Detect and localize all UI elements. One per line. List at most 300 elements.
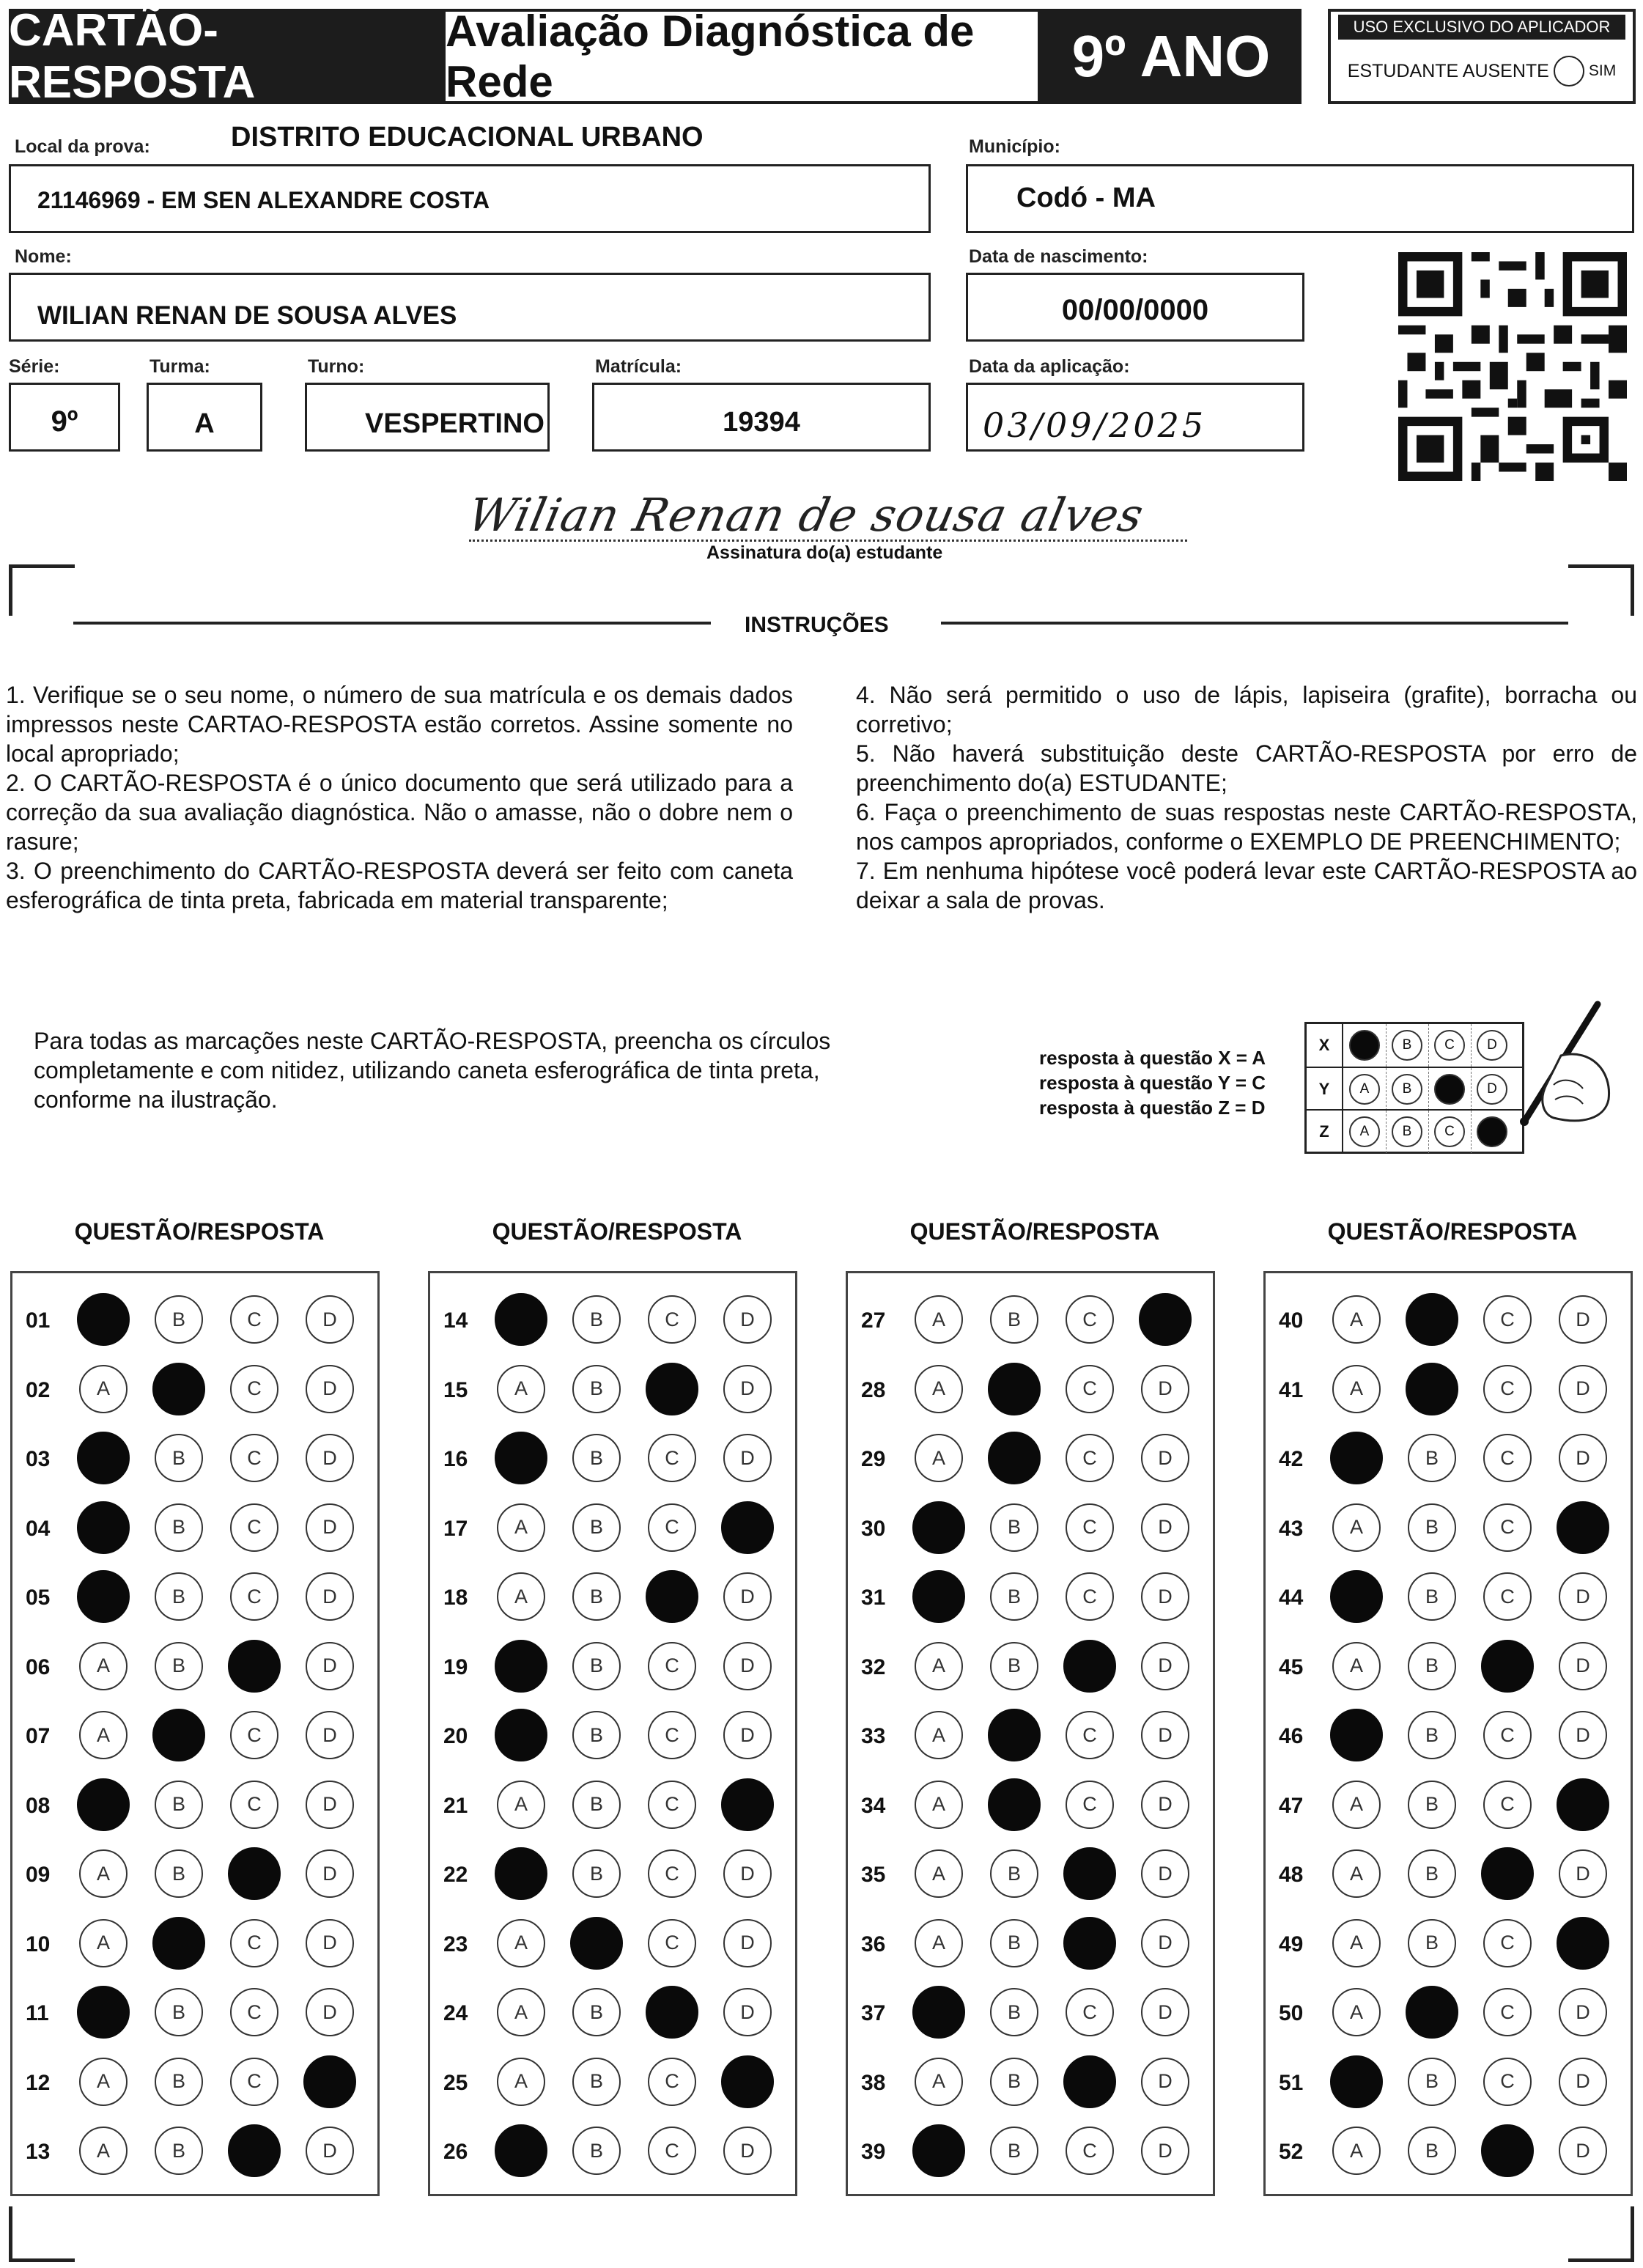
answer-bubble-23-a[interactable]: A [497, 1919, 545, 1967]
answer-bubble-29-c[interactable]: C [1066, 1434, 1114, 1482]
answer-bubble-09-d[interactable]: D [306, 1849, 354, 1898]
answer-bubble-39-d[interactable]: D [1141, 2127, 1189, 2175]
example-cell-divider [1386, 1024, 1387, 1067]
signature-line [469, 540, 1187, 542]
answer-bubble-52-a[interactable]: A [1332, 2127, 1381, 2175]
example-cell-divider [1428, 1111, 1429, 1153]
answer-bubble-35-c[interactable] [1063, 1847, 1116, 1900]
answer-bubble-14-a[interactable] [495, 1293, 547, 1346]
answer-bubble-13-a[interactable]: A [79, 2127, 128, 2175]
answer-bubble-35-a[interactable]: A [915, 1849, 963, 1898]
answer-bubble-23-c[interactable]: C [648, 1919, 696, 1967]
answer-bubble-10-d[interactable]: D [306, 1919, 354, 1967]
answers-header-4: QUESTÃO/RESPOSTA [1327, 1218, 1578, 1245]
answer-bubble-12-d[interactable] [303, 2055, 356, 2108]
answer-bubble-01-b[interactable]: B [155, 1295, 203, 1344]
answer-bubble-22-a[interactable] [495, 1847, 547, 1900]
answer-bubble-27-a[interactable]: A [915, 1295, 963, 1344]
answer-bubble-02-a[interactable]: A [79, 1365, 128, 1413]
instructions-title: INSTRUÇÕES [745, 613, 889, 637]
answer-bubble-32-c[interactable] [1063, 1640, 1116, 1693]
answer-bubble-31-d[interactable]: D [1141, 1572, 1189, 1621]
answer-panel-4 [1263, 1271, 1633, 2196]
answer-bubble-50-c[interactable]: C [1483, 1988, 1532, 2036]
example-bubble-x-b: B [1392, 1030, 1422, 1061]
answer-bubble-38-b[interactable]: B [990, 2058, 1038, 2106]
turno-label: Turno: [308, 356, 365, 377]
answer-bubble-38-c[interactable] [1063, 2055, 1116, 2108]
turma-label: Turma: [149, 356, 210, 377]
answer-bubble-10-b[interactable] [152, 1917, 205, 1970]
answer-bubble-06-c[interactable] [228, 1640, 281, 1693]
answer-bubble-20-a[interactable] [495, 1709, 547, 1761]
example-bubble-y-a: A [1349, 1074, 1380, 1105]
answer-bubble-38-a[interactable]: A [915, 2058, 963, 2106]
answer-bubble-42-a[interactable] [1330, 1432, 1383, 1484]
answer-bubble-06-b[interactable]: B [155, 1642, 203, 1690]
answer-bubble-42-d[interactable]: D [1559, 1434, 1607, 1482]
answer-bubble-47-d[interactable] [1557, 1778, 1609, 1831]
question-number: 21 [443, 1793, 468, 1818]
question-number: 48 [1279, 1863, 1304, 1887]
question-number: 42 [1279, 1447, 1304, 1471]
applicator-box [1328, 9, 1636, 104]
question-number: 31 [861, 1586, 886, 1610]
question-number: 32 [861, 1654, 886, 1679]
question-number: 28 [861, 1377, 886, 1402]
answer-bubble-17-a[interactable]: A [497, 1503, 545, 1552]
answer-bubble-37-a[interactable] [912, 1986, 965, 2039]
answer-bubble-27-d[interactable] [1139, 1293, 1192, 1346]
answer-bubble-05-a[interactable] [77, 1570, 130, 1623]
card-title-text: CARTÃO-RESPOSTA [9, 5, 256, 108]
answer-bubble-36-c[interactable] [1063, 1917, 1116, 1970]
answer-bubble-34-c[interactable]: C [1066, 1781, 1114, 1829]
answer-bubble-05-b[interactable]: B [155, 1572, 203, 1621]
answer-bubble-45-d[interactable]: D [1559, 1642, 1607, 1690]
answer-bubble-47-c[interactable]: C [1483, 1781, 1532, 1829]
answer-bubble-20-d[interactable]: D [723, 1711, 772, 1759]
answer-bubble-43-a[interactable]: A [1332, 1503, 1381, 1552]
answer-bubble-31-a[interactable] [912, 1570, 965, 1623]
answer-bubble-30-c[interactable]: C [1066, 1503, 1114, 1552]
answer-bubble-31-b[interactable]: B [990, 1572, 1038, 1621]
answer-bubble-15-a[interactable]: A [497, 1365, 545, 1413]
answer-bubble-33-d[interactable]: D [1141, 1711, 1189, 1759]
answer-bubble-12-c[interactable]: C [230, 2058, 278, 2106]
answer-bubble-13-d[interactable]: D [306, 2127, 354, 2175]
answer-bubble-21-b[interactable]: B [572, 1781, 621, 1829]
answer-bubble-45-a[interactable]: A [1332, 1642, 1381, 1690]
answer-bubble-51-a[interactable] [1330, 2055, 1383, 2108]
nascimento-label: Data de nascimento: [969, 246, 1148, 267]
answer-bubble-19-d[interactable]: D [723, 1642, 772, 1690]
answer-bubble-08-d[interactable]: D [306, 1781, 354, 1829]
question-number: 16 [443, 1447, 468, 1471]
answer-bubble-24-d[interactable]: D [723, 1988, 772, 2036]
question-number: 26 [443, 2140, 468, 2164]
answer-bubble-22-c[interactable]: C [648, 1849, 696, 1898]
answer-bubble-20-c[interactable]: C [648, 1711, 696, 1759]
question-number: 14 [443, 1308, 468, 1333]
answer-bubble-16-d[interactable]: D [723, 1434, 772, 1482]
answer-bubble-26-d[interactable]: D [723, 2127, 772, 2175]
answer-bubble-51-c[interactable]: C [1483, 2058, 1532, 2106]
answer-bubble-25-c[interactable]: C [648, 2058, 696, 2106]
question-number: 04 [26, 1516, 51, 1541]
answer-bubble-06-d[interactable]: D [306, 1642, 354, 1690]
answer-bubble-04-c[interactable]: C [230, 1503, 278, 1552]
answer-bubble-15-b[interactable]: B [572, 1365, 621, 1413]
question-number: 08 [26, 1793, 51, 1818]
answer-bubble-46-c[interactable]: C [1483, 1711, 1532, 1759]
answer-bubble-33-b[interactable] [988, 1709, 1041, 1761]
answer-bubble-16-c[interactable]: C [648, 1434, 696, 1482]
answer-bubble-34-a[interactable]: A [915, 1781, 963, 1829]
example-cell-divider [1471, 1068, 1472, 1111]
answer-bubble-28-c[interactable]: C [1066, 1365, 1114, 1413]
answer-bubble-11-c[interactable]: C [230, 1988, 278, 2036]
answer-bubble-45-c[interactable] [1481, 1640, 1534, 1693]
answer-bubble-03-d[interactable]: D [306, 1434, 354, 1482]
signature: Wilian Renan de sousa alves [463, 488, 1149, 542]
answer-bubble-23-b[interactable] [570, 1917, 623, 1970]
turno-value: VESPERTINO [365, 408, 544, 439]
answer-bubble-22-d[interactable]: D [723, 1849, 772, 1898]
answers-header-1: QUESTÃO/RESPOSTA [74, 1218, 325, 1245]
answer-bubble-33-a[interactable]: A [915, 1711, 963, 1759]
answer-bubble-08-c[interactable]: C [230, 1781, 278, 1829]
answer-bubble-05-c[interactable]: C [230, 1572, 278, 1621]
answer-bubble-11-d[interactable]: D [306, 1988, 354, 2036]
answer-bubble-37-d[interactable]: D [1141, 1988, 1189, 2036]
answer-bubble-52-d[interactable]: D [1559, 2127, 1607, 2175]
answer-bubble-46-b[interactable]: B [1408, 1711, 1456, 1759]
answer-bubble-36-d[interactable]: D [1141, 1919, 1189, 1967]
answer-bubble-25-b[interactable]: B [572, 2058, 621, 2106]
answer-bubble-35-d[interactable]: D [1141, 1849, 1189, 1898]
school-field [9, 164, 931, 233]
instructions-rule-left [73, 622, 711, 625]
answer-bubble-44-a[interactable] [1330, 1570, 1383, 1623]
answer-bubble-14-c[interactable]: C [648, 1295, 696, 1344]
answer-bubble-18-a[interactable]: A [497, 1572, 545, 1621]
answer-bubble-18-d[interactable]: D [723, 1572, 772, 1621]
turma-field [147, 383, 262, 452]
question-number: 09 [26, 1863, 51, 1887]
answer-bubble-39-a[interactable] [912, 2124, 965, 2177]
local-label: Local da prova: [15, 136, 150, 157]
answer-bubble-02-d[interactable]: D [306, 1365, 354, 1413]
question-number: 51 [1279, 2070, 1304, 2095]
answer-bubble-52-b[interactable]: B [1408, 2127, 1456, 2175]
answer-bubble-11-a[interactable] [77, 1986, 130, 2039]
example-cell-divider [1386, 1068, 1387, 1111]
answer-bubble-14-b[interactable]: B [572, 1295, 621, 1344]
aplicacao-field [966, 383, 1304, 452]
answer-bubble-50-b[interactable] [1406, 1986, 1458, 2039]
answer-bubble-47-a[interactable]: A [1332, 1781, 1381, 1829]
answer-bubble-19-b[interactable]: B [572, 1642, 621, 1690]
example-bubble-y-c [1434, 1074, 1465, 1105]
answer-bubble-32-a[interactable]: A [915, 1642, 963, 1690]
absent-bubble[interactable] [1554, 56, 1584, 86]
instructions-left: 1. Verifique se o seu nome, o número de sua matrícula e os demais dados impressos neste CARTAO-RESPOSTA estão corretos. Assine somente no local apropriado; 2. O CARTÃO-RESPOSTA é o único documento que será utilizado para a correção da sua avaliação diagnóstica. Não o amasse, não o dobre nem o rasure; 3. O preenchimento do CARTÃO-RESPOSTA deverá ser feito com caneta esferográfica de tinta preta, fabricada em material transparente; [6, 682, 793, 913]
nome-field [9, 273, 931, 342]
question-number: 02 [26, 1377, 51, 1402]
answer-bubble-49-c[interactable]: C [1483, 1919, 1532, 1967]
question-number: 34 [861, 1793, 886, 1818]
answer-bubble-13-c[interactable] [228, 2124, 281, 2177]
answer-bubble-24-b[interactable]: B [572, 1988, 621, 2036]
answer-bubble-42-b[interactable]: B [1408, 1434, 1456, 1482]
example-bubble-x-c: C [1434, 1030, 1465, 1061]
question-number: 19 [443, 1654, 468, 1679]
answer-bubble-17-b[interactable]: B [572, 1503, 621, 1552]
answer-bubble-07-c[interactable]: C [230, 1711, 278, 1759]
answer-bubble-36-b[interactable]: B [990, 1919, 1038, 1967]
absent-label: ESTUDANTE AUSENTE [1347, 60, 1549, 81]
question-number: 45 [1279, 1654, 1304, 1679]
answer-bubble-48-a[interactable]: A [1332, 1849, 1381, 1898]
answer-bubble-04-a[interactable] [77, 1501, 130, 1554]
eval-title [443, 9, 1041, 104]
answer-bubble-28-b[interactable] [988, 1363, 1041, 1415]
grade-badge [1041, 9, 1302, 104]
answer-bubble-27-c[interactable]: C [1066, 1295, 1114, 1344]
answer-bubble-15-d[interactable]: D [723, 1365, 772, 1413]
answer-bubble-01-c[interactable]: C [230, 1295, 278, 1344]
answer-bubble-12-a[interactable]: A [79, 2058, 128, 2106]
matricula-label: Matrícula: [595, 356, 682, 377]
card-title [9, 5, 443, 108]
answer-bubble-07-d[interactable]: D [306, 1711, 354, 1759]
answer-bubble-48-d[interactable]: D [1559, 1849, 1607, 1898]
answer-bubble-32-d[interactable]: D [1141, 1642, 1189, 1690]
question-number: 30 [861, 1516, 886, 1541]
example-bubble-y-d: D [1477, 1074, 1507, 1105]
answer-bubble-09-b[interactable]: B [155, 1849, 203, 1898]
answer-bubble-16-a[interactable] [495, 1432, 547, 1484]
answer-bubble-48-c[interactable] [1481, 1847, 1534, 1900]
answer-bubble-14-d[interactable]: D [723, 1295, 772, 1344]
question-number: 41 [1279, 1377, 1304, 1402]
question-number: 27 [861, 1308, 886, 1333]
answer-bubble-41-b[interactable] [1406, 1363, 1458, 1415]
answer-bubble-22-b[interactable]: B [572, 1849, 621, 1898]
answer-bubble-06-a[interactable]: A [79, 1642, 128, 1690]
answer-bubble-11-b[interactable]: B [155, 1988, 203, 2036]
answer-bubble-45-b[interactable]: B [1408, 1642, 1456, 1690]
answer-bubble-29-d[interactable]: D [1141, 1434, 1189, 1482]
answer-bubble-52-c[interactable] [1481, 2124, 1534, 2177]
answer-bubble-49-d[interactable] [1557, 1917, 1609, 1970]
answer-bubble-41-a[interactable]: A [1332, 1365, 1381, 1413]
answer-bubble-16-b[interactable]: B [572, 1434, 621, 1482]
example-bubble-x-d: D [1477, 1030, 1507, 1061]
answer-bubble-05-d[interactable]: D [306, 1572, 354, 1621]
corner-tr [1568, 564, 1634, 616]
answer-bubble-01-d[interactable]: D [306, 1295, 354, 1344]
answer-bubble-46-a[interactable] [1330, 1709, 1383, 1761]
answer-bubble-49-b[interactable]: B [1408, 1919, 1456, 1967]
question-number: 05 [26, 1586, 51, 1610]
answer-bubble-26-c[interactable]: C [648, 2127, 696, 2175]
example-text: Para todas as marcações neste CARTÃO-RESPOSTA, preencha os círculos completamente e com nitidez, utilizando caneta esferográfica de tinta preta, conforme na ilustração. [34, 1028, 831, 1113]
answer-bubble-44-b[interactable]: B [1408, 1572, 1456, 1621]
answer-bubble-03-a[interactable] [77, 1432, 130, 1484]
answer-bubble-51-b[interactable]: B [1408, 2058, 1456, 2106]
answer-bubble-24-a[interactable]: A [497, 1988, 545, 2036]
answer-bubble-28-d[interactable]: D [1141, 1365, 1189, 1413]
grade-text: 9º ANO [1071, 23, 1271, 89]
nome-value: WILIAN RENAN DE SOUSA ALVES [37, 301, 457, 330]
nascimento-field [966, 273, 1304, 342]
answer-bubble-09-a[interactable]: A [79, 1849, 128, 1898]
answer-bubble-08-b[interactable]: B [155, 1781, 203, 1829]
answer-bubble-17-d[interactable] [721, 1501, 774, 1554]
answer-bubble-30-a[interactable] [912, 1501, 965, 1554]
example-row-label: X [1307, 1024, 1343, 1067]
answer-bubble-40-a[interactable]: A [1332, 1295, 1381, 1344]
answer-bubble-23-d[interactable]: D [723, 1919, 772, 1967]
answer-bubble-02-c[interactable]: C [230, 1365, 278, 1413]
question-number: 49 [1279, 1932, 1304, 1956]
example-cell-divider [1471, 1111, 1472, 1153]
answer-bubble-21-a[interactable]: A [497, 1781, 545, 1829]
answer-bubble-25-d[interactable] [721, 2055, 774, 2108]
answer-bubble-35-b[interactable]: B [990, 1849, 1038, 1898]
aplicacao-value: 03/09/2025 [983, 405, 1207, 445]
question-number: 10 [26, 1932, 51, 1956]
answer-bubble-37-b[interactable]: B [990, 1988, 1038, 2036]
instructions-rule-right [941, 622, 1568, 625]
question-number: 23 [443, 1932, 468, 1956]
answer-bubble-34-b[interactable] [988, 1778, 1041, 1831]
example-row-label: Y [1307, 1068, 1343, 1111]
answer-bubble-18-b[interactable]: B [572, 1572, 621, 1621]
answer-bubble-34-d[interactable]: D [1141, 1781, 1189, 1829]
question-number: 22 [443, 1863, 468, 1887]
answer-bubble-03-c[interactable]: C [230, 1434, 278, 1482]
answer-bubble-01-a[interactable] [77, 1293, 130, 1346]
question-number: 35 [861, 1863, 886, 1887]
example-bubble-x-a [1349, 1030, 1380, 1061]
answer-bubble-26-b[interactable]: B [572, 2127, 621, 2175]
answer-bubble-31-c[interactable]: C [1066, 1572, 1114, 1621]
corner-tl [9, 564, 75, 616]
answer-bubble-17-c[interactable]: C [648, 1503, 696, 1552]
nascimento-value: 00/00/0000 [1061, 294, 1209, 326]
answer-bubble-37-c[interactable]: C [1066, 1988, 1114, 2036]
answer-bubble-10-c[interactable]: C [230, 1919, 278, 1967]
answer-bubble-28-a[interactable]: A [915, 1365, 963, 1413]
answer-bubble-19-a[interactable] [495, 1640, 547, 1693]
answer-bubble-33-c[interactable]: C [1066, 1711, 1114, 1759]
serie-value: 9º [51, 405, 78, 438]
answer-bubble-19-c[interactable]: C [648, 1642, 696, 1690]
answer-bubble-21-c[interactable]: C [648, 1781, 696, 1829]
answer-bubble-43-b[interactable]: B [1408, 1503, 1456, 1552]
answer-bubble-09-c[interactable] [228, 1847, 281, 1900]
answer-bubble-30-b[interactable]: B [990, 1503, 1038, 1552]
question-number: 37 [861, 2001, 886, 2025]
answer-bubble-43-c[interactable]: C [1483, 1503, 1532, 1552]
answer-bubble-40-b[interactable] [1406, 1293, 1458, 1346]
example-cell-divider [1386, 1111, 1387, 1153]
answer-bubble-44-d[interactable]: D [1559, 1572, 1607, 1621]
example-bubble-z-c: C [1434, 1116, 1465, 1147]
answer-bubble-40-c[interactable]: C [1483, 1295, 1532, 1344]
question-number: 50 [1279, 2001, 1304, 2025]
answer-bubble-26-a[interactable] [495, 2124, 547, 2177]
example-cell-divider [1428, 1024, 1429, 1067]
answer-bubble-50-d[interactable]: D [1559, 1988, 1607, 2036]
answer-bubble-27-b[interactable]: B [990, 1295, 1038, 1344]
answer-bubble-29-a[interactable]: A [915, 1434, 963, 1482]
turma-value: A [194, 408, 215, 439]
answer-bubble-44-c[interactable]: C [1483, 1572, 1532, 1621]
answer-bubble-29-b[interactable] [988, 1432, 1041, 1484]
answer-bubble-36-a[interactable]: A [915, 1919, 963, 1967]
answer-bubble-42-c[interactable]: C [1483, 1434, 1532, 1482]
instructions-right: 4. Não será permitido o uso de lápis, lapiseira (grafite), borracha ou corretivo; 5. Não haverá substituição deste CARTÃO-RESPOSTA por erro de preenchimento do(a) ESTUDANTE; 6. Faça o preenchimento de suas respostas neste CARTÃO-RESPOSTA, nos campos apropriados, conforme o EXEMPLO DE PREENCHIMENTO; 7. Em nenhuma hipótese você poderá levar este CARTÃO-RESPOSTA ao deixar a sala de provas. [856, 682, 1637, 913]
answer-bubble-32-b[interactable]: B [990, 1642, 1038, 1690]
answer-bubble-46-d[interactable]: D [1559, 1711, 1607, 1759]
answer-bubble-38-d[interactable]: D [1141, 2058, 1189, 2106]
applicator-label: USO EXCLUSIVO DO APLICADOR [1338, 15, 1625, 40]
answer-bubble-39-c[interactable]: C [1066, 2127, 1114, 2175]
answers-header-3: QUESTÃO/RESPOSTA [909, 1218, 1160, 1245]
answer-bubble-51-d[interactable]: D [1559, 2058, 1607, 2106]
example-bubble-y-b: B [1392, 1074, 1422, 1105]
answer-bubble-41-d[interactable]: D [1559, 1365, 1607, 1413]
answer-bubble-07-b[interactable] [152, 1709, 205, 1761]
answer-bubble-25-a[interactable]: A [497, 2058, 545, 2106]
answer-bubble-04-d[interactable]: D [306, 1503, 354, 1552]
answer-bubble-30-d[interactable]: D [1141, 1503, 1189, 1552]
serie-field [9, 383, 120, 452]
answer-bubble-04-b[interactable]: B [155, 1503, 203, 1552]
example-row-label: Z [1307, 1111, 1343, 1153]
answer-bubble-47-b[interactable]: B [1408, 1781, 1456, 1829]
answer-bubble-48-b[interactable]: B [1408, 1849, 1456, 1898]
answer-bubble-08-a[interactable] [77, 1778, 130, 1831]
question-number: 38 [861, 2070, 886, 2095]
answer-bubble-07-a[interactable]: A [79, 1711, 128, 1759]
answer-bubble-15-c[interactable] [646, 1363, 698, 1415]
answer-bubble-21-d[interactable] [721, 1778, 774, 1831]
answer-bubble-49-a[interactable]: A [1332, 1919, 1381, 1967]
question-number: 20 [443, 1724, 468, 1748]
answer-bubble-02-b[interactable] [152, 1363, 205, 1415]
answer-bubble-50-a[interactable]: A [1332, 1988, 1381, 2036]
municipio-value: Codó - MA [1016, 183, 1156, 213]
answer-bubble-24-c[interactable] [646, 1986, 698, 2039]
answer-bubble-12-b[interactable]: B [155, 2058, 203, 2106]
answer-bubble-39-b[interactable]: B [990, 2127, 1038, 2175]
hand-pen-icon [1473, 997, 1620, 1144]
answer-bubble-40-d[interactable]: D [1559, 1295, 1607, 1344]
answer-bubble-03-b[interactable]: B [155, 1434, 203, 1482]
answer-bubble-18-c[interactable] [646, 1570, 698, 1623]
answer-bubble-41-c[interactable]: C [1483, 1365, 1532, 1413]
question-number: 06 [26, 1654, 51, 1679]
answer-bubble-13-b[interactable]: B [155, 2127, 203, 2175]
answer-bubble-10-a[interactable]: A [79, 1919, 128, 1967]
answer-bubble-20-b[interactable]: B [572, 1711, 621, 1759]
answer-bubble-43-d[interactable] [1557, 1501, 1609, 1554]
